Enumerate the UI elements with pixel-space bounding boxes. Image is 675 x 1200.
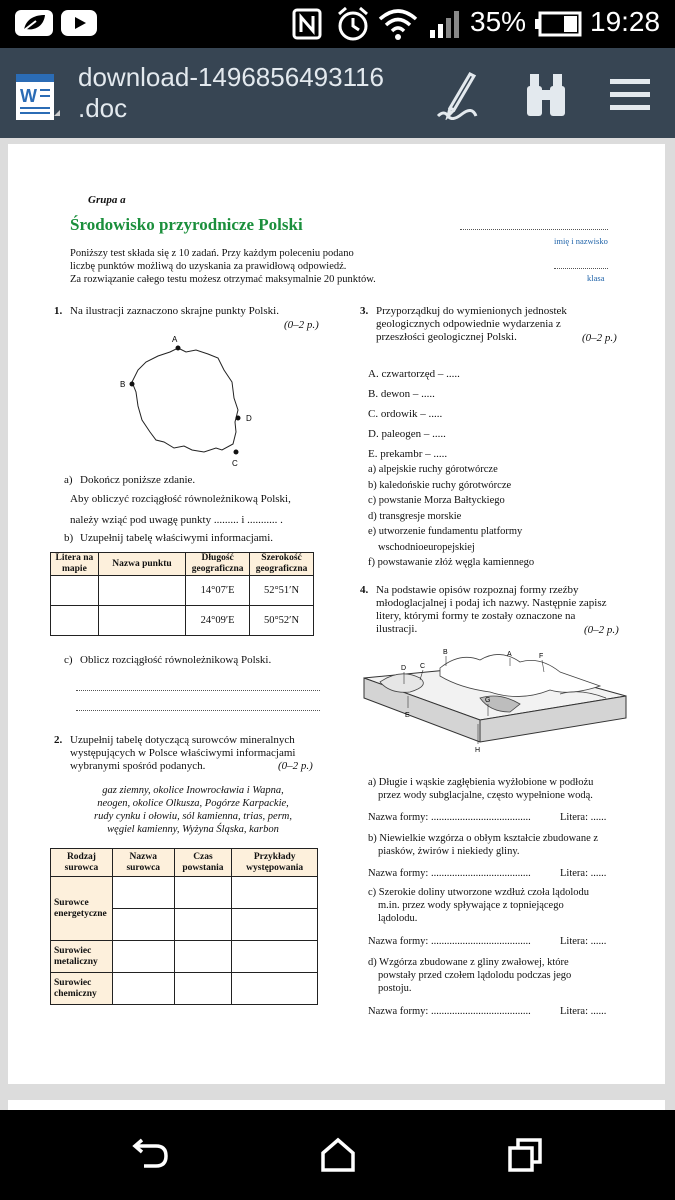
table-row [51,941,318,973]
table-cell[interactable] [232,909,318,941]
q2-options [68,784,318,836]
table-row [51,877,318,909]
nfc-icon [292,8,322,40]
glacial-landscape-diagram [360,646,630,760]
document-title-line1: download-1496856493116 [78,62,385,92]
q4-item-d [368,956,638,995]
q3-event: b) kaledońskie ruchy górotwórcze [368,479,512,491]
wifi-icon [378,5,418,43]
diagram-label-e: E [405,712,410,719]
q3-unit: B. dewon – ..... [368,388,435,400]
q2-option-line: gaz ziemny, okolice Inowrocławia i Wapna, [102,785,284,796]
menu-icon[interactable] [608,76,652,114]
q3-unit: A. czwartorzęd – ..... [368,368,460,380]
q4-points: (0–2 p.) [584,624,619,636]
q1-points: (0–2 p.) [284,319,319,331]
q4-answer-d[interactable] [368,1006,607,1017]
row-label: Surowiec chemiczny [51,973,113,1005]
q4-text-line: ilustracji. [376,623,418,635]
row-label: Surowce energetyczne [51,877,113,941]
q1c-text: Oblicz rozciągłość równoleżnikową Polski. [80,654,272,666]
alarm-icon [336,5,370,43]
q3-event: d) transgresje morskie [368,510,462,522]
q1a-line2: należy wziąć pod uwagę punkty ......... i ........... . [70,514,283,526]
q4-text-line: młodoglacjalnej i podaj ich nazwy. Następnie zapisz [376,597,607,609]
q3-text-line: geologicznych odpowiednie wydarzenia z [376,318,561,330]
diagram-label-d: D [401,665,407,672]
q4-answer-a[interactable] [368,812,607,823]
leaf-icon [14,9,54,37]
q3-event: wschodnioeuropejskiej [378,541,475,553]
document-title-line2: .doc [78,93,128,123]
table-cell[interactable] [174,877,232,909]
poland-map [118,336,263,471]
table-cell[interactable] [232,877,318,909]
class-caption: klasa [587,273,605,283]
class-line [554,268,608,269]
map-label-a: A [172,336,178,344]
q3-event: f) powstawanie złóż węgla kamiennego [368,557,535,568]
q1a-line1: Aby obliczyć rozciągłość równoleżnikową Polski, [70,493,291,505]
table-header: Rodzaj surowca [51,849,113,877]
q3-text-line: Przyporządkuj do wymienionych jednostek [376,305,567,317]
diagram-label-g: G [485,697,491,704]
form-letter-field[interactable]: Litera: ...... [560,1006,607,1017]
table-cell[interactable] [174,941,232,973]
page-title: Środowisko przyrodnicze Polski [70,215,303,234]
table-cell[interactable] [51,606,99,636]
name-line [460,229,608,230]
group-label: Grupa a [88,194,126,206]
pen-sign-icon[interactable] [434,70,486,120]
table-cell[interactable] [232,941,318,973]
q2-text-line: Uzupełnij tabelę dotyczącą surowców mineralnych [70,734,295,746]
intro-line: liczbę punktów możliwą do uzyskania za prawidłową odpowiedź. [70,261,347,272]
table-row [51,576,314,606]
q4-item-a [368,776,638,802]
table-cell[interactable] [174,973,232,1005]
diagram-label-h: H [475,747,481,754]
q2-option-line: rudy cynku i ołowiu, sól kamienna, trias, perm, [93,811,293,822]
intro-text [70,247,450,286]
next-page-edge [8,1100,665,1110]
back-icon[interactable] [130,1138,170,1172]
form-letter-field[interactable]: Litera: ...... [560,868,607,879]
q1a-label: a) [64,474,73,486]
q3-points: (0–2 p.) [582,332,617,344]
form-name-field[interactable]: Nazwa formy: ...................................... [368,812,531,823]
q4-item-c [368,886,638,925]
map-point-c [232,450,239,469]
navigation-bar [0,1110,675,1200]
table-cell: 52°51′N [250,576,314,606]
table-header: Litera na mapie [51,553,99,576]
q4-answer-c[interactable] [368,936,607,947]
home-icon[interactable] [318,1136,358,1174]
table-cell: 50°52′N [250,606,314,636]
q3-unit: E. prekambr – ..... [368,448,448,460]
form-name-field[interactable]: Nazwa formy: ...................................... [368,1006,531,1017]
q4-item-line: przez wody subglacjalne, często wypełnione wodą. [378,790,593,801]
form-name-field[interactable]: Nazwa formy: ...................................... [368,936,531,947]
document-page [8,144,665,1084]
q3-units [368,364,460,464]
table-cell[interactable] [232,973,318,1005]
table-cell[interactable] [174,909,232,941]
q3-unit: D. paleogen – ..... [368,428,446,440]
q4-text-line: litery, którymi formy te zostały oznaczone na [376,610,576,622]
signal-icon [428,8,464,40]
table-cell[interactable] [112,909,174,941]
table-cell[interactable] [112,941,174,973]
document-title [78,62,384,124]
diagram-label-a: A [507,651,512,658]
q1-text: Na ilustracji zaznaczono skrajne punkty Polski. [70,305,279,317]
intro-line: Poniższy test składa się z 10 zadań. Przy każdym poleceniu podano [70,248,354,259]
table-header: Nazwa surowca [112,849,174,877]
q2-text-line: występujących w Polsce właściwymi informacjami [70,747,296,759]
map-label-b: B [120,380,126,389]
q3-event: e) utworzenie fundamentu platformy [368,526,523,537]
q4-item-b [368,832,638,858]
q1c-label: c) [64,654,73,666]
q3-events [368,462,534,571]
form-letter-field[interactable]: Litera: ...... [560,936,607,947]
clock: 19:28 [590,6,661,37]
table-cell: 24°09′E [186,606,250,636]
map-point-d [236,414,253,423]
answer-line [76,710,320,711]
q4-item-line: c) Szerokie doliny utworzone wzdłuż czoła lądolodu [368,887,590,898]
q3-number: 3. [360,305,369,317]
table-header: Szerokość geograficzna [250,553,314,576]
table-cell[interactable] [51,576,99,606]
diagram-label-b: B [443,649,448,656]
word-doc-icon[interactable] [12,72,62,122]
table-header: Długość geograficzna [186,553,250,576]
table-cell: 14°07′E [186,576,250,606]
q2-option-line: neogen, okolice Olkusza, Pogórze Karpackie, [97,798,289,809]
q4-number: 4. [360,584,369,596]
q4-item-line: lądolodu. [378,913,418,924]
q1b-label: b) [64,532,74,544]
recents-icon[interactable] [506,1136,546,1174]
q4-item-line: m.in. przez wody spływające z topniejącego [378,900,564,911]
q1b-text: Uzupełnij tabelę właściwymi informacjami. [80,532,274,544]
q4-item-line: a) Długie i wąskie zagłębienia wyżłobione w podłożu [368,777,594,788]
q1a-text: Dokończ poniższe zdanie. [80,474,196,486]
q3-event: c) powstanie Morza Bałtyckiego [368,495,505,506]
battery-icon [534,11,582,37]
map-label-d: D [246,414,252,423]
q4-item-line: d) Wzgórza zbudowane z gliny zwałowej, które [368,957,569,968]
name-caption: imię i nazwisko [554,236,608,246]
table-cell[interactable] [98,606,185,636]
q3-text-line: przeszłości geologicznej Polski. [376,331,517,343]
status-bar [0,0,675,48]
table-header: Nazwa punktu [98,553,185,576]
map-point-a [172,336,181,351]
q4-item-line: postoju. [378,983,412,994]
q2-option-line: węgiel kamienny, Wyżyna Śląska, karbon [107,824,279,835]
form-letter-field[interactable]: Litera: ...... [560,812,607,823]
q4-text-line: Na podstawie opisów rozpoznaj formy rzeźby [376,584,579,596]
q3-unit: C. ordowik – ..... [368,408,443,420]
q1-number: 1. [54,305,63,317]
table-row [51,606,314,636]
battery-percent: 35% [470,6,527,37]
q4-item-line: powstały przed czołem lądolodu podczas jego [378,970,572,981]
document-viewport[interactable] [0,138,675,1110]
answer-line [76,690,320,691]
table-cell[interactable] [98,576,185,606]
row-label: Surowiec metaliczny [51,941,113,973]
q4-item-line: b) Niewielkie wzgórza o obłym kształcie zbudowane z [368,833,599,844]
form-name-field[interactable]: Nazwa formy: ...................................... [368,868,531,879]
diagram-label-c: C [420,663,426,670]
binoculars-icon[interactable] [524,72,568,118]
q2-text-line: wybranymi spośród podanych. [70,760,206,772]
table-row [51,973,318,1005]
q3-event: a) alpejskie ruchy górotwórcze [368,464,498,475]
diagram-label-f: F [539,653,544,660]
q3-text [376,305,616,344]
map-label-c: C [232,459,238,468]
table-header: Przykłady występowania [232,849,318,877]
app-bar [0,48,675,138]
intro-line: Za rozwiązanie całego testu możesz otrzymać maksymalnie 20 punktów. [70,274,376,285]
q4-item-line: piasków, żwirów i niekiedy gliny. [378,846,520,857]
table-cell[interactable] [112,877,174,909]
svg-text:W: W [20,86,37,106]
points-table [50,552,314,636]
minerals-table [50,848,318,1005]
table-cell[interactable] [112,973,174,1005]
q2-points: (0–2 p.) [278,760,313,772]
table-header: Czas powstania [174,849,232,877]
youtube-icon [60,9,98,37]
q4-answer-b[interactable] [368,868,607,879]
q2-number: 2. [54,734,63,746]
